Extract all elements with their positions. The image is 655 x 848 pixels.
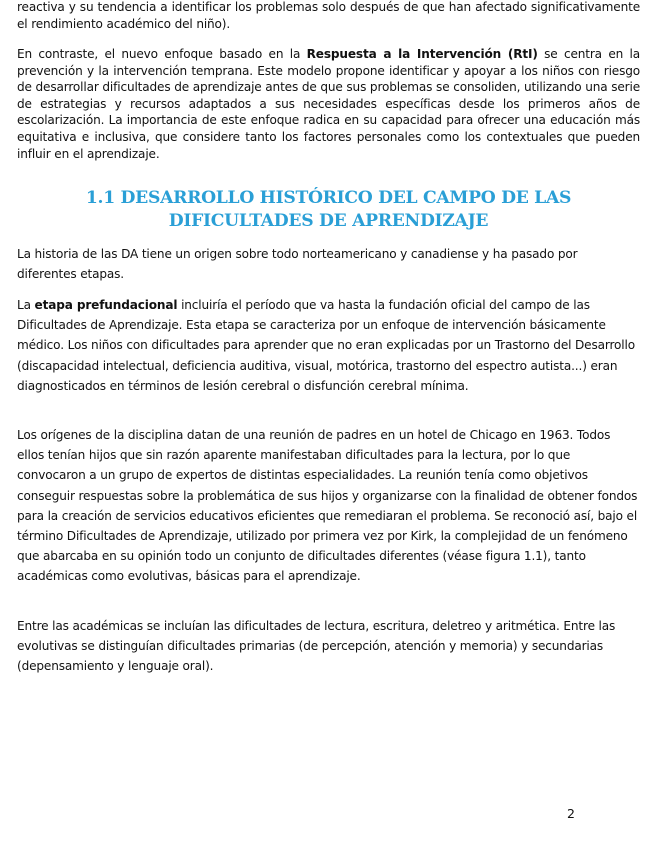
paragraph-types: Entre las académicas se incluían las dificultades de lectura, escritura, deletreo y aritmética. Entre las evolutivas se distinguían dificultades primarias (de percepción, atención y memoria) y secundarias (depensamiento y lenguaje oral). xyxy=(17,619,616,674)
paragraph-intro-end: reactiva y su tendencia a identificar los problemas solo después de que han afectado significativamente el rendimiento académico del niño). xyxy=(17,0,640,31)
prefund-text-before: La xyxy=(17,298,35,312)
rti-text-before: En contraste, el nuevo enfoque basado en la xyxy=(17,47,307,61)
paragraph-origins: Los orígenes de la disciplina datan de una reunión de padres en un hotel de Chicago en 1963. Todos ellos tenían hijos que sin razón aparente manifestaban dificultades para la lectura, por lo que convocaron a un grupo de expertos de distintas especialidades. La reunión tenía como objetivos conseguir respuestas sobre la problemática de sus hijos y organizarse con la finalidad de obtener fondos para la creación de servicios educativos eficientes que remediaran el problema. Se reconoció así, bajo el término Dificultades de Aprendizaje, utilizado por primera vez por Kirk, la complejidad de un fenómeno que abarcaba en su opinión todo un conjunto de dificultades diferentes (véase figura 1.1), tanto académicas como evolutivas, básicas para el aprendizaje. xyxy=(17,428,638,584)
prefund-text-after: incluiría el período que va hasta la fundación oficial del campo de las Dificultades de Aprendizaje. Esta etapa se caracteriza por un enfoque de intervención básicamente médico. Los niños con dificultades para aprender que no eran explicadas por un Trastorno del Desarrollo (discapacidad intelectual, deficiencia auditiva, visual, motórica, trastorno del espectro autista...) eran diagnosticados en términos de lesión cerebral o disfunción cerebral mínima. xyxy=(17,298,635,393)
rti-bold-term: Respuesta a la Intervención (RtI) xyxy=(306,47,538,61)
prefund-bold-term: etapa prefundacional xyxy=(34,298,178,312)
paragraph-history: La historia de las DA tiene un origen sobre todo norteamericano y canadiense y ha pasado por diferentes etapas. xyxy=(17,247,578,281)
rti-text-after: se centra en la prevención y la intervención temprana. Este modelo propone identificar y apoyar a los niños con riesgo de desarrollar dificultades de aprendizaje antes de que sus problemas se consoliden, utilizando una serie de estrategias y recursos adaptados a sus necesidades específicas desde los primeros años de escolarización. La importancia de este enfoque radica en su capacidad para ofrecer una educación más equitativa e inclusiva, que considere tanto los factores personales como los contextuales que pueden influir en el aprendizaje. xyxy=(17,47,640,161)
section-heading: 1.1 DESARROLLO HISTÓRICO DEL CAMPO DE LAS DIFICULTADES DE APRENDIZAJE xyxy=(85,188,572,231)
paragraph-prefundacional xyxy=(17,295,640,396)
paragraph-rti xyxy=(17,46,640,162)
page-number: 2 xyxy=(567,806,575,821)
